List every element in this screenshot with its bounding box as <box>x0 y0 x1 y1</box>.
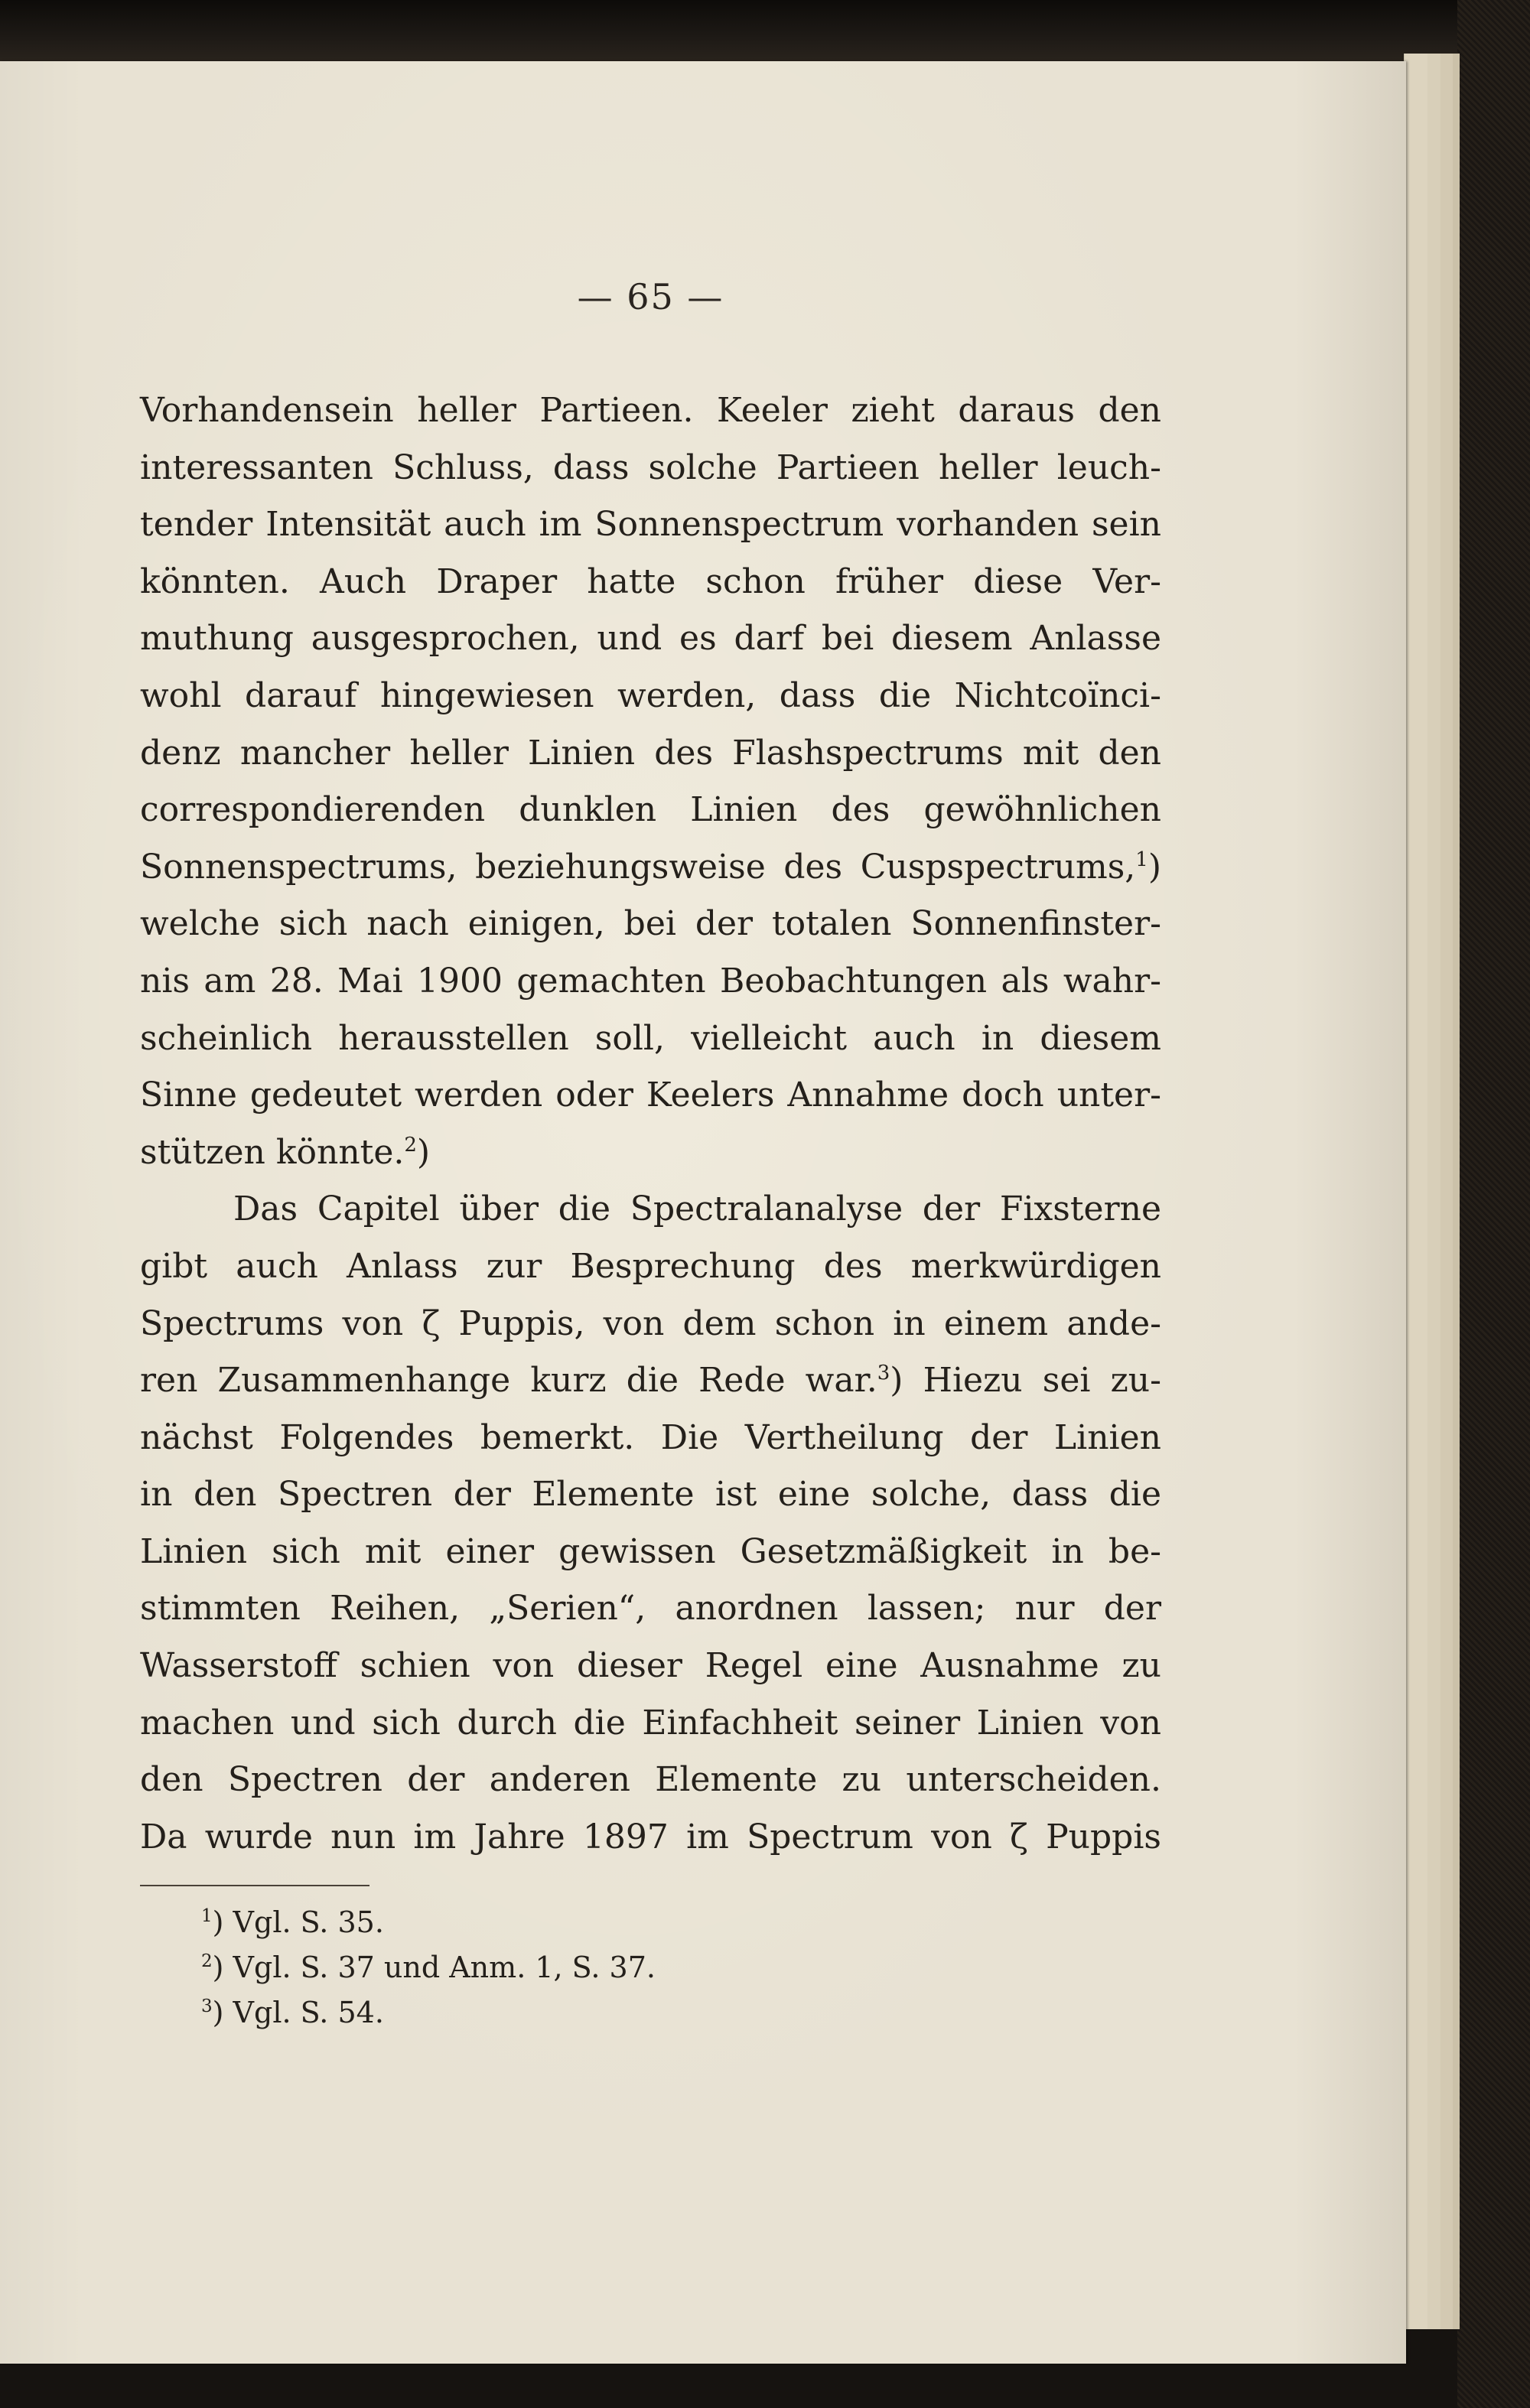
text-line-segment: Linien sich mit einer gewissen Gesetzmäßigkeit in be- <box>140 1531 1161 1571</box>
text-line-segment: scheinlich herausstellen soll, vielleicht auch in diesem <box>140 1018 1161 1058</box>
footnote-rule <box>140 1885 369 1886</box>
text-line <box>140 1352 1161 1410</box>
text-line <box>140 1580 1161 1638</box>
text-line <box>140 554 1161 611</box>
text-line <box>140 953 1161 1010</box>
footnote-mark: 1 <box>201 1906 213 1926</box>
footnote-mark: 2 <box>201 1951 213 1971</box>
page-stack-edge <box>1404 54 1427 2329</box>
text-line-segment: ) <box>1148 847 1161 887</box>
text-line <box>140 1238 1161 1296</box>
text-line <box>140 668 1161 725</box>
text-line <box>140 1809 1161 1866</box>
text-line-segment: nächst Folgendes bemerkt. Die Vertheilung der Linien <box>140 1417 1161 1457</box>
footnote <box>201 1900 1119 1945</box>
text-line-segment: Sinne gedeutet werden oder Keelers Annahme doch unter- <box>140 1075 1161 1115</box>
footnote-text: ) Vgl. S. 54. <box>212 1996 384 2029</box>
footnote-text: ) Vgl. S. 35. <box>212 1905 384 1939</box>
text-line-segment: Wasserstoff schien von dieser Regel eine Ausnahme zu <box>140 1646 1161 1686</box>
book-binding-edge <box>1457 0 1530 2408</box>
text-line-segment: gibt auch Anlass zur Besprechung des merkwürdigen <box>140 1246 1161 1286</box>
text-line-segment: correspondierenden dunklen Linien des gewöhnlichen <box>140 790 1161 830</box>
footnote <box>201 1945 1119 1990</box>
footnote <box>201 1990 1119 2035</box>
text-line-segment: muthung ausgesprochen, und es darf bei diesem Anlasse <box>140 619 1161 659</box>
text-line <box>140 1296 1161 1353</box>
text-line-segment: ) Hiezu sei zu- <box>890 1361 1161 1401</box>
text-line <box>140 440 1161 497</box>
text-line-segment: in den Spectren der Elemente ist eine solche, dass die <box>140 1475 1161 1515</box>
text-line <box>140 1638 1161 1695</box>
text-line-segment: den Spectren der anderen Elemente zu unterscheiden. <box>140 1760 1161 1800</box>
text-line <box>140 610 1161 668</box>
book-page <box>0 61 1406 2364</box>
text-line <box>140 1524 1161 1581</box>
text-line-segment: Vorhandensein heller Partieen. Keeler zieht daraus den <box>140 391 1161 430</box>
text-line-segment: welche sich nach einigen, bei der totalen Sonnenfinster- <box>140 904 1161 944</box>
text-line <box>140 1695 1161 1752</box>
text-line <box>140 1466 1161 1524</box>
text-line-segment: Das Capitel über die Spectralanalyse der Fixsterne <box>233 1189 1161 1229</box>
text-line <box>140 382 1161 440</box>
footnote-reference: 2 <box>404 1133 417 1157</box>
footnotes <box>201 1900 1119 2035</box>
text-line-segment: wohl darauf hingewiesen werden, dass die Nichtcoïnci- <box>140 675 1161 715</box>
text-line-segment: könnten. Auch Draper hatte schon früher diese Ver- <box>140 561 1161 601</box>
footnote-text: ) Vgl. S. 37 und Anm. 1, S. 37. <box>212 1951 656 1984</box>
text-line-segment: Spectrums von ζ Puppis, von dem schon in einem ande- <box>140 1303 1161 1343</box>
text-line-segment: stimmten Reihen, „Serien“, anordnen lassen; nur der <box>140 1589 1161 1629</box>
text-line-segment: denz mancher heller Linien des Flashspectrums mit den <box>140 733 1161 773</box>
text-line <box>140 839 1161 896</box>
text-line-segment: tender Intensität auch im Sonnenspectrum vorhanden sein <box>140 505 1161 545</box>
text-line-segment: nis am 28. Mai 1900 gemachten Beobachtungen als wahr- <box>140 961 1161 1001</box>
text-line-segment: ren Zusammenhange kurz die Rede war. <box>140 1361 877 1401</box>
text-line <box>140 496 1161 554</box>
text-line <box>140 725 1161 783</box>
footnote-reference: 1 <box>1135 848 1148 871</box>
footnote-reference: 3 <box>877 1362 890 1385</box>
text-line <box>140 1124 1161 1182</box>
text-line-segment: Sonnenspectrums, beziehungsweise des Cuspspectrums, <box>140 847 1136 887</box>
text-line-segment: ) <box>416 1132 431 1172</box>
text-line <box>140 1181 1161 1238</box>
text-line-segment: interessanten Schluss, dass solche Partieen heller leuch- <box>140 447 1161 487</box>
page-number: — 65 — <box>577 276 724 317</box>
text-line-segment: stützen könnte. <box>140 1132 405 1172</box>
text-line <box>140 1410 1161 1467</box>
text-line <box>140 1010 1161 1068</box>
body-text <box>140 382 1161 1866</box>
text-line-segment: Da wurde nun im Jahre 1897 im Spectrum von ζ Puppis <box>140 1817 1161 1856</box>
text-line <box>140 782 1161 839</box>
text-line <box>140 896 1161 953</box>
footnote-mark: 3 <box>201 1996 213 2016</box>
text-line-segment: machen und sich durch die Einfachheit seiner Linien von <box>140 1703 1161 1743</box>
text-line <box>140 1067 1161 1124</box>
top-dark-edge <box>0 0 1530 66</box>
text-line <box>140 1752 1161 1809</box>
